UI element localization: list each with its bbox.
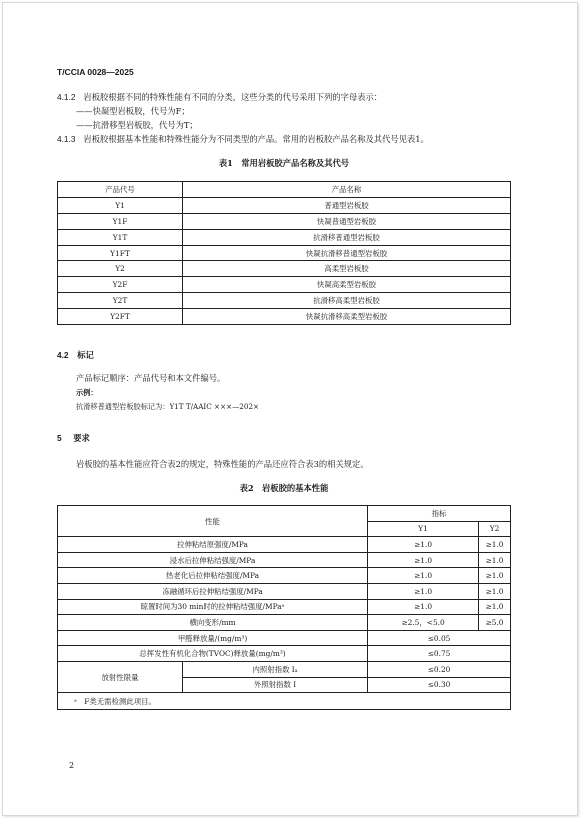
value-cell: ≤0.30 <box>368 677 511 693</box>
table-header-row <box>58 182 511 198</box>
header-cell: Y1 <box>368 521 479 537</box>
value-cell: ≥1.0 <box>479 599 511 615</box>
property-cell: 晾置时间为30 min时的拉伸粘结强度/MPaᵃ <box>58 599 368 615</box>
table-row <box>58 630 511 646</box>
section-4-1-2 <box>57 91 382 103</box>
name-cell: 快凝抗滑移普通型岩板胶 <box>183 245 511 261</box>
value-cell: ≥2.5，<5.0 <box>368 615 479 631</box>
header-cell: 产品代号 <box>58 182 183 198</box>
code-cell: Y2 <box>58 261 183 277</box>
footnote-cell: ᵃ F类无需检测此项目。 <box>58 693 511 710</box>
table-header-row <box>58 506 511 522</box>
property-cell: 内照射指数 Iₐ <box>183 661 368 677</box>
table-footnote-row <box>58 693 511 710</box>
property-cell: 外照射指数 I <box>183 677 368 693</box>
value-cell: ≥1.0 <box>479 583 511 599</box>
value-cell: ≤0.20 <box>368 661 511 677</box>
value-cell: ≥5.0 <box>479 615 511 631</box>
name-cell: 快凝高柔型岩板胶 <box>183 277 511 293</box>
section-number: 4.1.3 <box>57 134 76 144</box>
value-cell: ≤0.05 <box>368 630 511 646</box>
section-number: 4.1.2 <box>57 92 76 102</box>
radiation-label-cell: 放射性限量 <box>58 661 183 692</box>
section-title: 要求 <box>73 433 90 443</box>
table-row <box>58 615 511 631</box>
list-item: ——抗滑移型岩板胶，代号为T； <box>76 120 198 130</box>
section-text: 产品标记顺序：产品代号和本文件编号。 <box>76 373 226 383</box>
table-row <box>58 213 511 229</box>
doc-code-header: T/CCIA 0028—2025 <box>57 67 134 77</box>
name-cell: 快凝抗滑移高柔型岩板胶 <box>183 309 511 325</box>
example-label: 示例： <box>76 388 98 397</box>
property-cell: 冻融循环后拉伸粘结强度/MPa <box>58 583 368 599</box>
value-cell: ≥1.0 <box>368 537 479 553</box>
header-cell: Y2 <box>479 521 511 537</box>
code-cell: Y1 <box>58 197 183 213</box>
code-cell: Y2T <box>58 293 183 309</box>
code-cell: Y2FT <box>58 309 183 325</box>
section-5-heading <box>57 432 90 444</box>
code-cell: Y1T <box>58 229 183 245</box>
code-cell: Y1FT <box>58 245 183 261</box>
property-cell: 甲醛释放量/(mg/m³) <box>58 630 368 646</box>
name-cell: 抗滑移普通型岩板胶 <box>183 229 511 245</box>
table-row <box>58 583 511 599</box>
name-cell: 普通型岩板胶 <box>183 197 511 213</box>
section-4-2-heading <box>57 349 94 361</box>
table-row <box>58 277 511 293</box>
list-item: ——快凝型岩板胶，代号为F； <box>76 106 190 116</box>
table-row <box>58 261 511 277</box>
example-text: 抗滑移普通型岩板胶标记为：Y1T T/AAIC ×××—202× <box>76 402 260 411</box>
table2-caption: 表2 岩板胶的基本性能 <box>239 483 329 493</box>
table-row <box>58 309 511 325</box>
property-cell: 横向变形/mm <box>58 615 368 631</box>
section-title: 标记 <box>77 350 94 360</box>
value-cell: ≥1.0 <box>479 568 511 584</box>
value-cell: ≥1.0 <box>368 599 479 615</box>
table-row <box>58 537 511 553</box>
value-cell: ≥1.0 <box>479 537 511 553</box>
name-cell: 高柔型岩板胶 <box>183 261 511 277</box>
table-row <box>58 245 511 261</box>
value-cell: ≤0.75 <box>368 646 511 662</box>
table-row <box>58 646 511 662</box>
table-row <box>58 552 511 568</box>
property-cell: 拉伸粘结原强度/MPa <box>58 537 368 553</box>
value-cell: ≥1.0 <box>368 568 479 584</box>
property-cell: 浸水后拉伸粘结强度/MPa <box>58 552 368 568</box>
value-cell: ≥1.0 <box>479 552 511 568</box>
code-cell: Y2F <box>58 277 183 293</box>
table-row <box>58 197 511 213</box>
section-number: 5 <box>57 433 62 443</box>
section-text: 岩板胶根据不同的特殊性能有不同的分类，这些分类的代号采用下列的字母表示： <box>83 92 383 102</box>
property-cell: 热老化后拉伸粘结强度/MPa <box>58 568 368 584</box>
table-row <box>58 661 511 677</box>
header-cell: 产品名称 <box>183 182 511 198</box>
section-text: 岩板胶的基本性能应符合表2的规定，特殊性能的产品还应符合表3的相关规定。 <box>76 459 369 469</box>
name-cell: 快凝普通型岩板胶 <box>183 213 511 229</box>
table-row <box>58 293 511 309</box>
table-row <box>58 599 511 615</box>
table2 <box>57 505 511 710</box>
table1-caption: 表1 常用岩板胶产品名称及其代号 <box>218 158 350 168</box>
property-cell: 总挥发性有机化合物(TVOC)释放量(mg/m³) <box>58 646 368 662</box>
header-cell: 指标 <box>368 506 511 522</box>
table-row <box>58 229 511 245</box>
page-number: 2 <box>69 761 75 770</box>
header-cell: 性能 <box>58 506 368 537</box>
section-number: 4.2 <box>57 350 69 360</box>
name-cell: 抗滑移高柔型岩板胶 <box>183 293 511 309</box>
code-cell: Y1F <box>58 213 183 229</box>
table1 <box>57 181 511 325</box>
section-4-1-3 <box>57 133 429 145</box>
table-row <box>58 568 511 584</box>
section-text: 岩板胶根据基本性能和特殊性能分为不同类型的产品。常用的岩板胶产品名称及其代号见表1。 <box>83 134 429 144</box>
value-cell: ≥1.0 <box>368 583 479 599</box>
value-cell: ≥1.0 <box>368 552 479 568</box>
